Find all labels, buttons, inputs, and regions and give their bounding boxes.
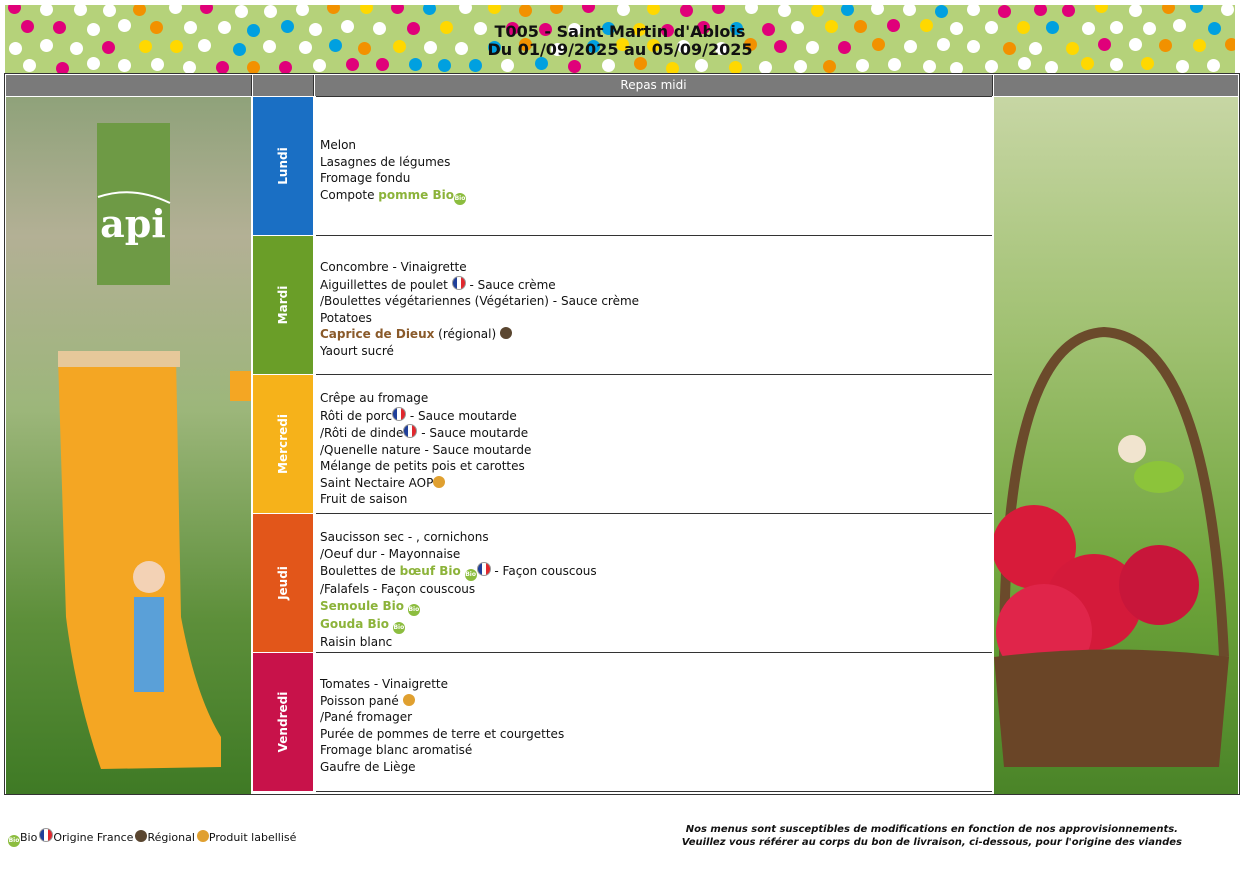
polka-dot xyxy=(1190,5,1203,13)
header-cell-right xyxy=(994,75,1238,96)
legend-item xyxy=(8,831,37,844)
origine-france-icon xyxy=(477,562,491,576)
menu-item xyxy=(320,581,597,598)
item-text: Lasagnes de légumes xyxy=(320,154,451,169)
menu-item xyxy=(320,458,531,475)
item-text: Crêpe au fromage xyxy=(320,391,429,405)
menu-item xyxy=(320,137,466,154)
menu-item xyxy=(320,709,564,726)
polka-dot xyxy=(103,5,116,17)
polka-dot xyxy=(488,5,501,14)
item-text: Tomates - Vinaigrette xyxy=(320,677,449,691)
produit-labellise-icon xyxy=(433,476,445,488)
polka-dot xyxy=(1176,60,1189,73)
menu-cell-mardi xyxy=(316,235,992,375)
date-range: Du 01/09/2025 au 05/09/2025 xyxy=(487,40,753,59)
polka-dot xyxy=(680,5,693,17)
polka-dot xyxy=(279,61,292,73)
bio-icon: Bio xyxy=(8,835,20,847)
menu-item xyxy=(320,475,531,492)
polka-dot xyxy=(1062,5,1075,17)
menu-item xyxy=(320,390,531,407)
highlighted-text: Caprice de Dieux xyxy=(320,327,435,341)
header-cell-days xyxy=(253,75,314,96)
polka-dot xyxy=(360,5,373,14)
polka-dot xyxy=(617,5,630,16)
polka-dot xyxy=(247,61,260,73)
menu-item xyxy=(320,634,597,651)
item-text: /Boulettes végétariennes (Végétarien) - Sauce crème xyxy=(320,294,640,308)
polka-dot xyxy=(40,5,53,16)
item-text: - Façon couscous xyxy=(490,564,597,578)
polka-dot xyxy=(856,59,869,72)
item-text: Fromage fondu xyxy=(320,171,411,185)
polka-dot xyxy=(745,5,758,14)
legend-label: Régional xyxy=(147,831,195,844)
polka-dot xyxy=(778,5,791,17)
polka-dot xyxy=(118,59,131,72)
item-text: - Sauce crème xyxy=(465,277,556,292)
produit-labellise-icon xyxy=(403,694,415,706)
polka-dot xyxy=(264,5,277,18)
menu-item xyxy=(320,442,531,459)
polka-dot xyxy=(759,61,772,73)
polka-dot xyxy=(794,60,807,73)
item-text: - Sauce moutarde xyxy=(406,408,517,423)
polka-dot xyxy=(1162,5,1175,14)
polka-dot xyxy=(183,61,196,73)
menu-list xyxy=(320,390,531,508)
origine-france-icon xyxy=(452,276,466,290)
item-text xyxy=(461,564,465,578)
menu-item xyxy=(320,259,639,276)
origine-france-icon xyxy=(403,424,417,438)
header-banner xyxy=(5,5,1235,73)
polka-dot xyxy=(8,5,21,14)
menu-item xyxy=(320,293,639,310)
polka-dot xyxy=(423,5,436,15)
item-text: Boulettes de xyxy=(320,564,400,578)
boot-photo xyxy=(6,97,251,794)
item-text: Rôti de porc xyxy=(320,408,393,423)
page-title xyxy=(5,23,1235,59)
polka-dot xyxy=(1110,58,1123,71)
item-text: Purée de pommes de terre et courgettes xyxy=(320,726,565,741)
menu-item xyxy=(320,326,639,343)
polka-dot xyxy=(602,59,615,72)
school-title: T005 - Saint Martin d'Ablois xyxy=(494,22,746,41)
polka-dot xyxy=(695,59,708,72)
polka-dot xyxy=(133,5,146,16)
item-text: Fromage blanc aromatisé xyxy=(320,743,473,757)
polka-dot xyxy=(87,57,100,70)
day-label: Vendredi xyxy=(276,691,290,753)
menu-item xyxy=(320,407,531,425)
menu-item xyxy=(320,529,597,546)
day-label: Jeudi xyxy=(276,566,290,600)
polka-dot xyxy=(216,61,229,73)
polka-dot xyxy=(923,60,936,73)
item-text: /Rôti de dinde xyxy=(320,426,404,440)
day-cell-mercredi xyxy=(253,375,313,513)
polka-dot xyxy=(1034,5,1047,16)
menu-cell-jeudi xyxy=(316,513,992,653)
regional-icon xyxy=(135,830,147,842)
item-text: - Sauce moutarde xyxy=(417,426,529,440)
bio-icon: Bio xyxy=(465,569,477,581)
polka-dot xyxy=(519,5,532,17)
item-text: (régional) xyxy=(434,327,500,341)
polka-dot xyxy=(1141,57,1154,70)
polka-dot xyxy=(376,58,389,71)
item-text: Mélange de petits pois et carottes xyxy=(320,459,525,473)
menu-item xyxy=(320,343,639,360)
polka-dot xyxy=(469,59,482,72)
legend xyxy=(8,828,298,847)
polka-dot xyxy=(313,59,326,72)
polka-dot xyxy=(582,5,595,13)
polka-dot xyxy=(151,58,164,71)
highlighted-text: pomme Bio xyxy=(378,187,454,202)
legend-label: Origine France xyxy=(53,831,134,844)
polka-dot xyxy=(985,60,998,73)
polka-dot xyxy=(535,57,548,70)
polka-dot xyxy=(967,5,980,16)
api-logo: api xyxy=(100,201,166,246)
item-text: /Oeuf dur - Mayonnaise xyxy=(320,546,461,561)
menu-item xyxy=(320,742,564,759)
menu-cell-vendredi xyxy=(316,652,992,792)
bio-icon: Bio xyxy=(393,622,405,634)
day-cell-vendredi xyxy=(253,653,313,791)
polka-dot xyxy=(169,5,182,14)
menu-item xyxy=(320,598,597,616)
polka-dot xyxy=(998,5,1011,18)
header-cell-left xyxy=(6,75,252,96)
day-label: Lundi xyxy=(276,147,290,185)
polka-dot xyxy=(200,5,213,14)
polka-dot xyxy=(459,5,472,14)
item-text: Gaufre de Liège xyxy=(320,759,416,774)
item-text: Melon xyxy=(320,138,357,152)
item-text: Saint Nectaire AOP xyxy=(320,475,434,490)
apple-basket-photo xyxy=(994,97,1238,794)
menu-item xyxy=(320,616,597,634)
menu-item xyxy=(320,546,597,563)
item-text: Potatoes xyxy=(320,310,372,325)
polka-dot xyxy=(841,5,854,16)
item-text: /Falafels - Façon couscous xyxy=(320,582,476,596)
legend-label: Bio xyxy=(20,831,38,844)
polka-dot xyxy=(327,5,340,14)
menu-item xyxy=(320,424,531,442)
polka-dot xyxy=(1018,57,1031,70)
polka-dot xyxy=(729,61,742,73)
day-label: Mardi xyxy=(276,285,290,325)
polka-dot xyxy=(666,62,679,73)
polka-dot xyxy=(74,5,87,16)
polka-dot xyxy=(550,5,563,14)
highlighted-text: bœuf Bio xyxy=(399,564,461,578)
header-cell-repas: Repas midi xyxy=(315,75,993,96)
day-label: Mercredi xyxy=(276,414,290,474)
polka-dot xyxy=(823,60,836,73)
item-text: Poisson pané xyxy=(320,693,403,708)
polka-dot xyxy=(1207,59,1220,72)
origine-france-icon xyxy=(39,828,53,842)
polka-dot xyxy=(903,5,916,16)
menu-item xyxy=(320,491,531,508)
polka-dot xyxy=(811,5,824,17)
polka-dot xyxy=(23,59,36,72)
menu-list xyxy=(320,137,466,205)
note-line-1: Nos menus sont susceptibles de modifications en fonction de nos approvisionnements. xyxy=(685,824,1178,835)
bio-icon: Bio xyxy=(454,193,466,205)
menu-list xyxy=(320,676,564,775)
menu-item xyxy=(320,276,639,294)
polka-dot xyxy=(634,57,647,70)
polka-dot xyxy=(935,5,948,18)
polka-dot xyxy=(712,5,725,14)
polka-dot xyxy=(391,5,404,14)
menu-item xyxy=(320,726,564,743)
menu-item xyxy=(320,310,639,327)
item-text: /Quenelle nature - Sauce moutarde xyxy=(320,442,532,457)
disclaimer-note xyxy=(682,823,1182,849)
polka-dot xyxy=(235,5,248,18)
item-text: Yaourt sucré xyxy=(320,343,394,358)
polka-dot xyxy=(501,59,514,72)
legend-item xyxy=(135,831,194,844)
highlighted-text: Semoule Bio xyxy=(320,598,405,613)
item-text: Saucisson sec - , cornichons xyxy=(320,530,489,544)
polka-dot xyxy=(296,5,309,16)
legend-item xyxy=(39,831,133,844)
produit-labellise-icon xyxy=(197,830,209,842)
polka-dot xyxy=(409,58,422,71)
polka-dot xyxy=(1221,5,1234,16)
item-text: /Pané fromager xyxy=(320,710,413,724)
polka-dot xyxy=(568,60,581,73)
origine-france-icon xyxy=(392,407,406,421)
menu-item xyxy=(320,154,466,171)
polka-dot xyxy=(56,62,69,73)
item-text: Raisin blanc xyxy=(320,634,393,649)
bio-icon: Bio xyxy=(408,604,420,616)
menu-item xyxy=(320,676,564,693)
polka-dot xyxy=(346,58,359,71)
polka-dot xyxy=(1129,5,1142,17)
note-line-2: Veuillez vous référer au corps du bon de livraison, ci-dessous, pour l'origine des viandes xyxy=(681,837,1182,848)
menu-table xyxy=(4,73,1240,795)
item-text: Aiguillettes de poulet xyxy=(320,277,452,292)
menu-item xyxy=(320,693,564,710)
menu-cell-mercredi xyxy=(316,374,992,514)
legend-label: Produit labellisé xyxy=(208,831,297,844)
polka-dot xyxy=(871,5,884,15)
item-text: Compote xyxy=(320,187,379,202)
menu-item xyxy=(320,170,466,187)
item-text: Concombre - Vinaigrette xyxy=(320,260,467,274)
polka-dot xyxy=(647,5,660,15)
legend-item xyxy=(197,831,296,844)
polka-dot xyxy=(1045,61,1058,73)
polka-dot xyxy=(1095,5,1108,13)
menu-list xyxy=(320,529,597,650)
day-cell-jeudi xyxy=(253,514,313,652)
menu-cell-lundi xyxy=(316,96,992,236)
menu-item xyxy=(320,187,466,205)
day-cell-lundi xyxy=(253,97,313,235)
polka-dot xyxy=(950,62,963,73)
polka-dot xyxy=(888,58,901,71)
regional-icon xyxy=(500,327,512,339)
item-text: Fruit de saison xyxy=(320,492,408,506)
day-cell-mardi xyxy=(253,236,313,374)
menu-item xyxy=(320,759,564,776)
menu-item xyxy=(320,562,597,581)
polka-dot xyxy=(438,59,451,72)
highlighted-text: Gouda Bio xyxy=(320,616,390,631)
menu-list xyxy=(320,259,639,359)
